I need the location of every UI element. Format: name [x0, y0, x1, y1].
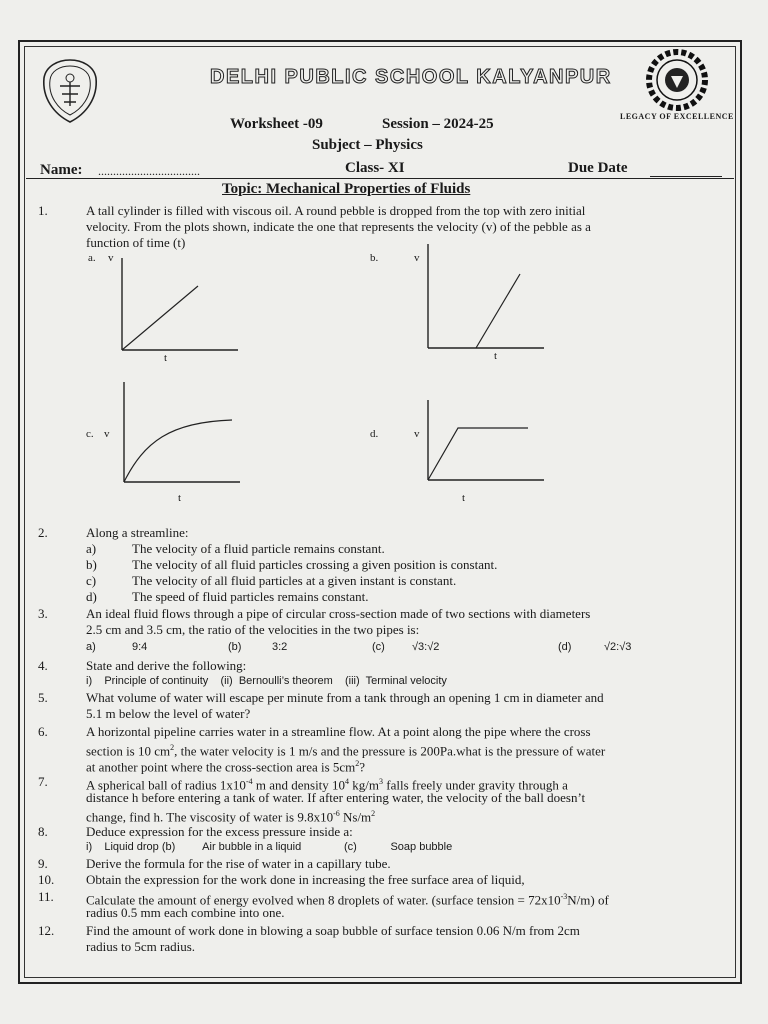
q12-line1: Find the amount of work done in blowing a soap bubble of surface tension 0.06 N/m from 2cm: [86, 923, 580, 938]
graph-b-curve: [476, 274, 520, 348]
q3-option-label: (b): [228, 641, 242, 653]
graph-d: [424, 400, 548, 484]
q3-option-text: 9:4: [132, 641, 148, 653]
q3-option-text: 3:2: [272, 641, 288, 653]
q6-line1: A horizontal pipeline carries water in a streamline flow. At a point along the pipe where the cross: [86, 724, 591, 739]
q2-option-text: The velocity of all fluid particles crossing a given position is constant.: [132, 557, 498, 572]
q12-line2: radius to 5cm radius.: [86, 939, 196, 954]
q2-option-label: c): [86, 573, 97, 588]
q3-option-text: √2:√3: [604, 641, 632, 653]
class-label: Class- XI: [345, 160, 405, 176]
graph-c: [120, 382, 244, 486]
q11-number: 11.: [38, 889, 54, 904]
graph-b: [424, 244, 548, 352]
q12-number: 12.: [38, 923, 55, 938]
worksheet-title: Worksheet -09: [230, 116, 323, 132]
q1-line2: velocity. From the plots shown, indicate the one that represents the velocity (v) of the pebble as a: [86, 219, 591, 234]
q9-number: 9.: [38, 856, 48, 871]
graph-d-curve: [428, 428, 528, 480]
q6-line3: at another point where the cross-section area is $5cm^2$?: [86, 759, 366, 775]
q3-option-text: √3:√2: [412, 641, 440, 653]
q8-stem: Deduce expression for the excess pressure inside a:: [86, 824, 353, 839]
q6-number: 6.: [38, 724, 48, 739]
q7-number: 7.: [38, 774, 48, 789]
due-date-label: Due Date: [568, 160, 628, 176]
graph-b-y-label: v: [414, 252, 420, 264]
q1-line1: A tall cylinder is filled with viscous oil. A round pebble is dropped from the top with zero initial: [86, 203, 586, 218]
motto: LEGACY OF EXCELLENCE: [620, 112, 734, 121]
q3-line1: An ideal fluid flows through a pipe of circular cross-section made of two sections with diameters: [86, 606, 591, 621]
graph-a-x-label: t: [164, 352, 168, 364]
q7-line2: distance h before entering a tank of water. If after entering water, the velocity of the ball doesn’t: [86, 790, 586, 805]
subject: Subject – Physics: [312, 137, 423, 153]
q6-line2: section is 10 $cm^2$, the water velocity is 1 m/s and the pressure is 200Pa.what is the pressure of water: [86, 743, 606, 759]
graph-d-label: d.: [370, 428, 379, 440]
q2-option-text: The velocity of a fluid particle remains constant.: [132, 541, 385, 556]
q10-text: Obtain the expression for the work done in increasing the free surface area of liquid,: [86, 872, 525, 887]
q3-option-label: (d): [558, 641, 572, 653]
graph-c-x-label: t: [178, 492, 182, 504]
q2-option-label: a): [86, 541, 97, 556]
graph-a: [118, 258, 242, 354]
group-logo: [636, 48, 718, 112]
graph-c-y-label: v: [104, 428, 110, 440]
q2-stem: Along a streamline:: [86, 525, 189, 540]
graph-b-label: b.: [370, 252, 379, 264]
graph-d-y-label: v: [414, 428, 420, 440]
q5-line2: 5.1 m below the level of water?: [86, 706, 251, 721]
q4-stem: State and derive the following:: [86, 658, 247, 673]
q11-line1: Calculate the amount of energy evolved when 8 droplets of water. (surface tension = $72x10^{-3}N/m$) of: [86, 892, 609, 908]
q7-line3: change, find h. The viscosity of water is $9.8x10^{-6}$ $Ns/m^2$: [86, 809, 376, 825]
q2-option-text: The velocity of all fluid particles at a given instant is constant.: [132, 573, 457, 588]
school-logo: [38, 56, 102, 126]
q5-line1: What volume of water will escape per minute from a tank through an opening 1 cm in diameter and: [86, 690, 604, 705]
q4-number: 4.: [38, 658, 48, 673]
topic-heading: Topic: Mechanical Properties of Fluids: [222, 181, 471, 197]
q8-number: 8.: [38, 824, 48, 839]
graph-c-curve: [124, 420, 232, 482]
q10-number: 10.: [38, 872, 55, 887]
q5-number: 5.: [38, 690, 48, 705]
graph-c-label: c.: [86, 428, 94, 440]
q4-items: i) Principle of continuity (ii) Bernoulli’s theorem (iii) Terminal velocity: [86, 675, 447, 687]
graph-b-x-label: t: [494, 350, 498, 362]
graph-a-y-label: v: [108, 252, 114, 264]
q2-number: 2.: [38, 525, 48, 540]
q1-line3: function of time (t): [86, 235, 186, 250]
q2-option-text: The speed of fluid particles remains constant.: [132, 589, 369, 604]
q3-number: 3.: [38, 606, 48, 621]
name-label: Name:: [40, 162, 83, 178]
q3-line2: 2.5 cm and 3.5 cm, the ratio of the velocities in the two pipes is:: [86, 622, 420, 637]
school-name: DELHI PUBLIC SCHOOL KALYANPUR: [210, 66, 612, 88]
q8-items: i) Liquid drop (b) Air bubble in a liquid (c) Soap bubble: [86, 841, 453, 853]
header-rule: [26, 178, 734, 179]
q2-option-label: b): [86, 557, 97, 572]
q9-text: Derive the formula for the rise of water in a capillary tube.: [86, 856, 391, 871]
q3-option-label: a): [86, 641, 96, 653]
due-date-field[interactable]: [650, 176, 722, 177]
q2-option-label: d): [86, 589, 97, 604]
name-field[interactable]: ..................................: [98, 164, 200, 178]
graph-d-x-label: t: [462, 492, 466, 504]
q3-option-label: (c): [372, 641, 385, 653]
session: Session – 2024-25: [382, 116, 494, 132]
graph-a-curve: [122, 286, 198, 350]
q7-line1: A spherical ball of radius $1x10^{-4}$ m and density $10^4$ $kg/m^3$ falls freely under gravity through a: [86, 777, 568, 793]
graph-a-label: a.: [88, 252, 96, 264]
q1-number: 1.: [38, 203, 48, 218]
q11-line2: radius 0.5 mm each combine into one.: [86, 905, 285, 920]
